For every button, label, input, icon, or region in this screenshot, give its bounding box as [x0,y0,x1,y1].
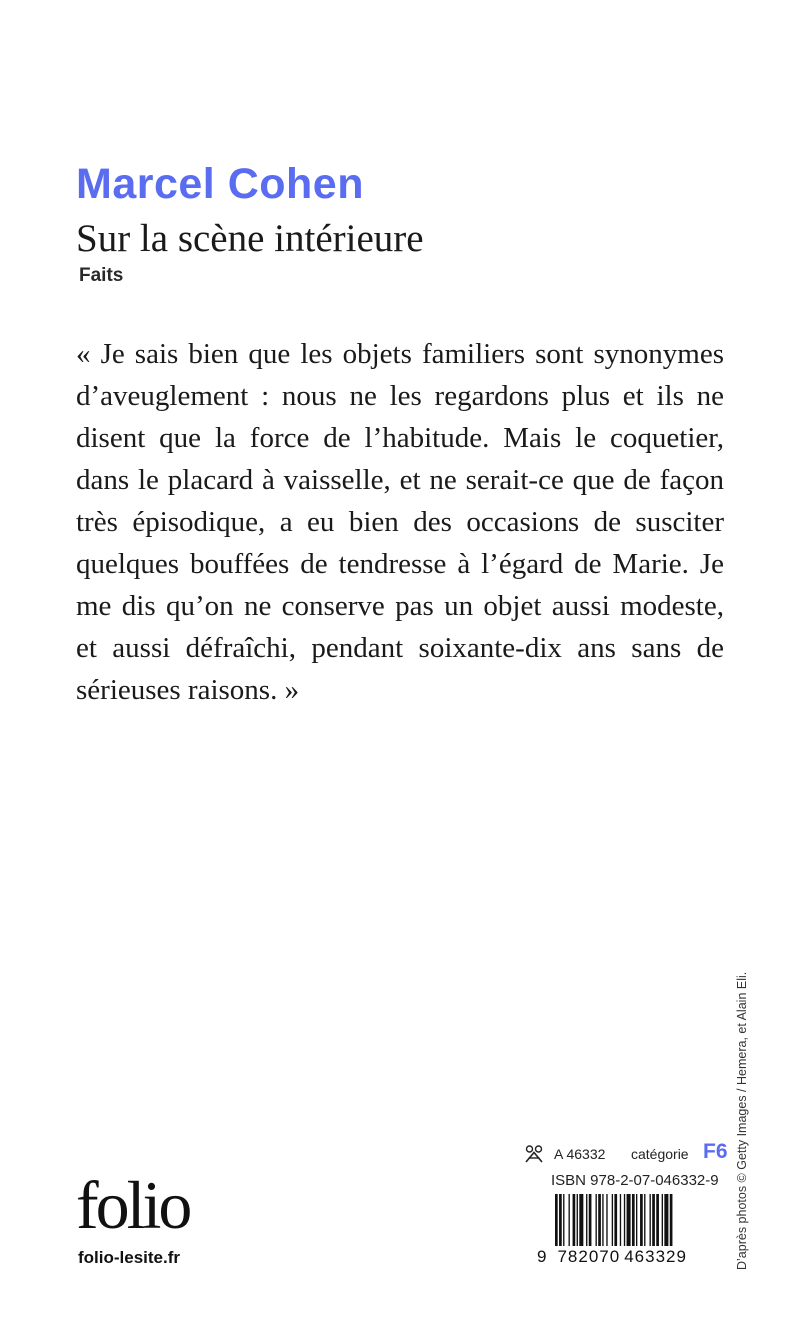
barcode-bar [612,1194,613,1246]
barcode [555,1194,725,1246]
product-code: A 46332 [554,1146,606,1162]
barcode-bar [598,1194,601,1246]
barcode-group-1: 782070 [557,1247,621,1266]
barcode-bar [662,1194,663,1246]
barcode-bar [577,1194,578,1246]
isbn: ISBN 978-2-07-046332-9 [551,1172,719,1189]
barcode-bar [636,1194,637,1246]
publisher-logo: folio [76,1167,190,1243]
barcode-group-2: 463329 [624,1247,687,1266]
barcode-bar [650,1194,651,1246]
barcode-bar [596,1194,597,1246]
barcode-number [537,1247,687,1267]
publisher-website: folio-lesite.fr [78,1248,181,1267]
barcode-bar [627,1194,631,1246]
quality-mark-icon [523,1144,545,1167]
barcode-lead-digit: 9 [537,1247,548,1266]
barcode-bar [614,1194,617,1246]
barcode-bar [589,1194,592,1246]
barcode-bar [555,1194,558,1246]
barcode-bar [559,1194,562,1246]
barcode-bar [640,1194,643,1246]
barcode-bar [624,1194,625,1246]
barcode-bar [656,1194,659,1246]
barcode-bar [632,1194,635,1246]
barcode-bar [664,1194,668,1246]
barcode-bar [563,1194,564,1246]
barcode-bar [670,1194,673,1246]
barcode-bar [586,1194,587,1246]
author-name: Marcel Cohen [76,160,364,208]
barcode-bar [652,1194,655,1246]
photo-credit: D’après photos © Getty Images / Hemera, et Alain Eli. [735,971,749,1270]
category-value: F6 [703,1140,728,1163]
barcode-bar [620,1194,621,1246]
collection-label: Faits [79,265,124,286]
barcode-bar [606,1194,607,1246]
barcode-bar [573,1194,576,1246]
category-label: catégorie [631,1146,689,1162]
barcode-bar [602,1194,603,1246]
blurb-quote: « Je sais bien que les objets familiers sont synonymes d’aveuglement : nous ne les regardons plus et ils ne disent que la force de l’habitude. Mais le coquetier, dans le placard à vaisselle, et ne serait-ce que de façon très épisodique, a eu bien des occasions de susciter quelques bouffées de tendresse à l’égard de Marie. Je me dis qu’on ne conserve pas un objet aussi modeste, et aussi défraîchi, pendant soixante-dix ans sans de sérieuses raisons. » [76,338,724,706]
barcode-bar [644,1194,645,1246]
product-codes [523,1140,728,1165]
barcode-bar [579,1194,583,1246]
barcode-bar [569,1194,570,1246]
book-title: Sur la scène intérieure [76,217,424,260]
